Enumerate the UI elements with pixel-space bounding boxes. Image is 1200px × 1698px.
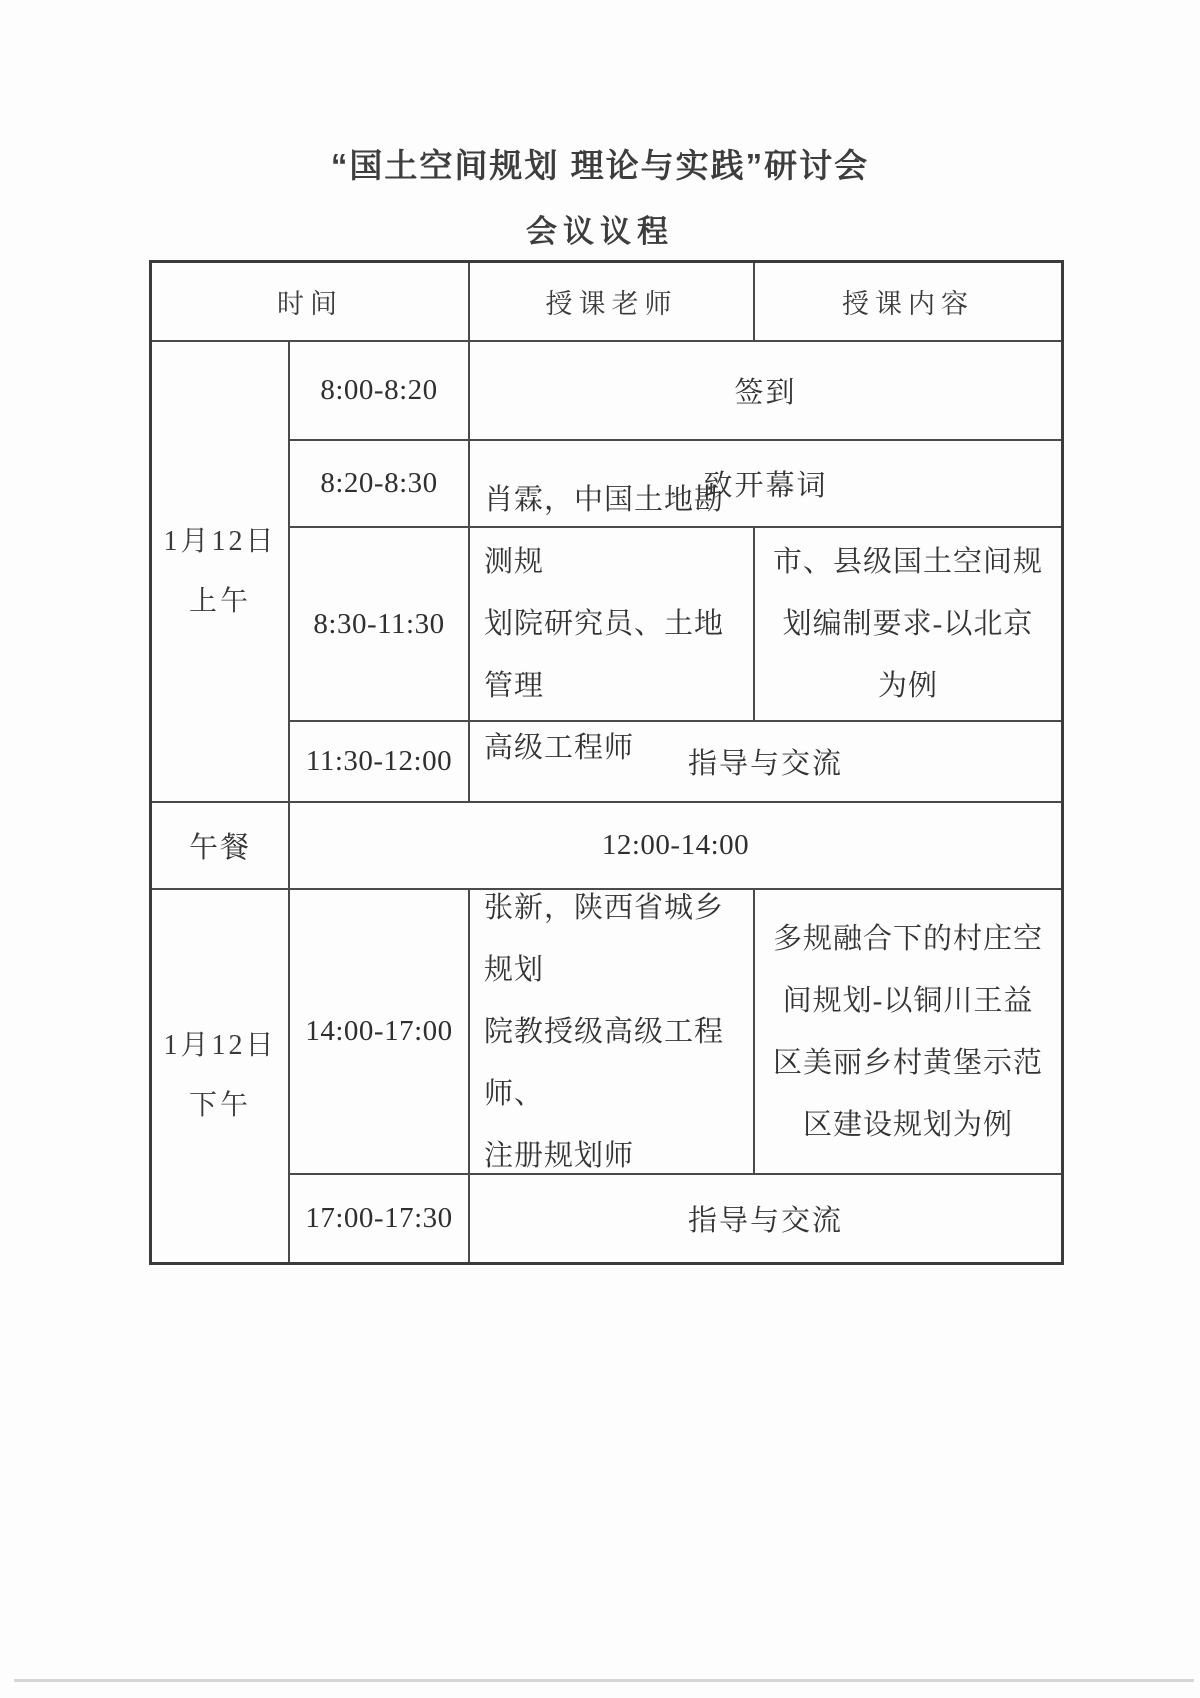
page-title: “国土空间规划 理论与实践”研讨会 [330, 147, 870, 184]
time-cell-discussion-pm: 17:00-17:30 [290, 1175, 470, 1262]
date-cell-morning [152, 342, 290, 803]
teacher-cell-lecture2-line1: 张新，陕西省城乡规划 [484, 891, 725, 986]
lunch-time-cell: 12:00-14:00 [290, 803, 1061, 890]
content-cell-lecture2-line1: 多规融合下的村庄空 [772, 922, 1043, 955]
date-cell-afternoon-line2: 下午 [188, 1090, 251, 1121]
lunch-label-cell: 午餐 [152, 803, 290, 890]
content-cell-lecture2-line3: 区美丽乡村黄堡示范 [772, 1046, 1043, 1079]
time-cell-opening: 8:20-8:30 [290, 441, 470, 528]
teacher-cell-lecture2 [470, 890, 755, 1175]
header-cell-time: 时间 [152, 263, 470, 342]
teacher-cell-lecture1-line2: 划院研究员、土地管理 [484, 608, 725, 702]
time-cell-signin: 8:00-8:20 [290, 342, 470, 441]
date-cell-afternoon-line1: 1月12日 [163, 1030, 277, 1061]
content-cell-lecture2-line2: 间规划-以铜川王益 [782, 984, 1034, 1017]
content-cell-lecture1-line2: 划编制要求-以北京 [782, 608, 1034, 640]
header-cell-content: 授课内容 [755, 263, 1061, 342]
teacher-cell-lecture1 [470, 484, 755, 764]
activity-cell-opening: 致开幕词 [470, 441, 1061, 528]
agenda-table [149, 260, 1064, 1265]
activity-cell-discussion-am: 指导与交流 [470, 722, 1061, 803]
content-cell-lecture1 [755, 528, 1061, 722]
time-cell-lecture2: 14:00-17:00 [290, 890, 470, 1175]
date-cell-morning-line1: 1月12日 [163, 525, 277, 557]
header-cell-teacher: 授课老师 [470, 263, 755, 342]
content-cell-lecture1-line1: 市、县级国土空间规 [772, 546, 1043, 578]
date-cell-afternoon [152, 890, 290, 1262]
time-cell-lecture1: 8:30-11:30 [290, 528, 470, 722]
teacher-cell-lecture2-line3: 注册规划师 [484, 1139, 635, 1172]
activity-cell-signin: 签到 [470, 342, 1061, 441]
teacher-cell-lecture1-line1: 肖霖，中国土地勘测规 [484, 484, 725, 578]
time-cell-discussion-am: 11:30-12:00 [290, 722, 470, 803]
activity-cell-discussion-pm: 指导与交流 [687, 1205, 843, 1237]
scan-edge-line [14, 1679, 1194, 1682]
date-cell-morning-line2: 上午 [188, 585, 251, 617]
page-subtitle: 会议议程 [526, 214, 674, 249]
content-cell-lecture2 [755, 890, 1061, 1175]
content-cell-lecture1-line3: 为例 [877, 670, 938, 702]
teacher-cell-lecture1-line3: 高级工程师 [484, 732, 635, 764]
content-cell-lecture2-line4: 区建设规划为例 [802, 1108, 1013, 1141]
teacher-cell-lecture2-line2: 院教授级高级工程师、 [484, 1015, 725, 1110]
